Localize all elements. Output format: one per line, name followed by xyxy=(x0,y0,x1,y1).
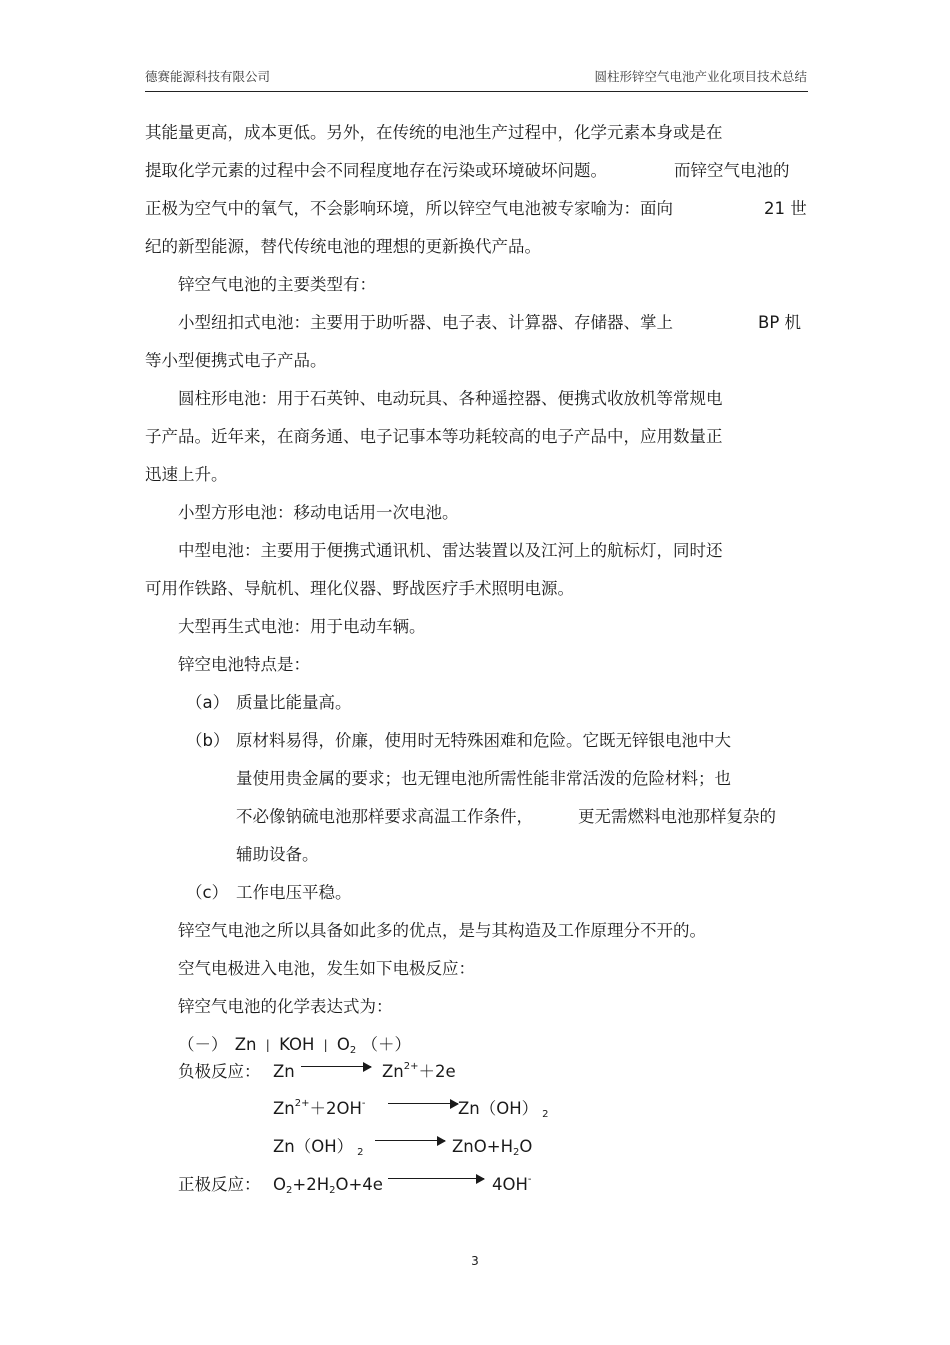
page-number: 3 xyxy=(471,1254,479,1268)
feature-b-text: 辅助设备。 xyxy=(236,845,319,864)
type-prismatic: 小型方形电池：移动电话用一次电池。 xyxy=(178,503,459,522)
chem-intro: 锌空气电池的化学表达式为： xyxy=(178,997,393,1016)
advantages-text: 锌空气电池之所以具备如此多的优点，是与其构造及工作原理分不开的。 xyxy=(178,921,706,940)
feature-a-label: （a） xyxy=(186,693,230,712)
types-intro: 锌空气电池的主要类型有： xyxy=(178,275,376,294)
reaction-arrow xyxy=(301,1062,371,1072)
para-text: 21 世 xyxy=(764,199,807,218)
feature-c-label: （c） xyxy=(186,883,229,902)
reaction-1-rhs: $Zn^{2+}+2e$ xyxy=(382,1061,456,1081)
reaction-4-lhs: $O_2+2H_2O+4e$ xyxy=(273,1175,383,1196)
para-text: 纪的新型能源，替代传统电池的理想的更新换代产品。 xyxy=(145,237,541,256)
negative-terminal: （－） xyxy=(178,1035,228,1054)
type-large: 大型再生式电池：用于电动车辆。 xyxy=(178,617,426,636)
type-button-cell: BP 机 xyxy=(758,313,802,332)
air-electrode-text: 空气电极进入电池，发生如下电极反应： xyxy=(178,959,475,978)
para-text: 而锌空气电池的 xyxy=(674,161,790,180)
reaction-2-lhs: $Zn^{2+}+2OH^-$ xyxy=(273,1098,366,1118)
cell-formula xyxy=(178,1037,411,1054)
reaction-arrow xyxy=(388,1174,484,1184)
formula-zn: Zn xyxy=(234,1035,257,1054)
reaction-4-rhs: 4OH- xyxy=(492,1174,532,1194)
feature-b-text: 更无需燃料电池那样复杂的 xyxy=(578,807,776,826)
feature-b-label: （b） xyxy=(186,731,230,750)
feature-c-text: 工作电压平稳。 xyxy=(236,883,352,902)
reaction-2-rhs: Zn（OH） $_2$ xyxy=(458,1099,549,1120)
type-cylindrical: 子产品。近年来，在商务通、电子记事本等功耗较高的电子产品中，应用数量正 xyxy=(145,427,723,446)
type-cylindrical: 圆柱形电池：用于石英钟、电动玩具、各种遥控器、便携式收放机等常规电 xyxy=(178,389,723,408)
type-cylindrical: 迅速上升。 xyxy=(145,465,228,484)
positive-reaction-label: 正极反应： xyxy=(178,1175,261,1194)
formula-koh: KOH xyxy=(279,1035,315,1054)
feature-b-text: 不必像钠硫电池那样要求高温工作条件， xyxy=(236,807,533,826)
positive-terminal: （＋） xyxy=(361,1035,412,1054)
reaction-3-rhs: $ZnO+H_2O$ xyxy=(452,1137,533,1158)
type-medium: 中型电池：主要用于便携式通讯机、雷达装置以及江河上的航标灯，同时还 xyxy=(178,541,723,560)
formula-o2: $O_2$ xyxy=(336,1035,357,1056)
feature-b-text: 原材料易得，价廉，使用时无特殊困难和危险。它既无锌银电池中大 xyxy=(236,731,731,750)
reaction-arrow xyxy=(375,1136,445,1146)
para-text: 其能量更高，成本更低。另外，在传统的电池生产过程中，化学元素本身或是在 xyxy=(145,123,723,142)
header-doc-title: 圆柱形锌空气电池产业化项目技术总结 xyxy=(594,69,807,84)
formula-separator: | xyxy=(323,1038,328,1052)
features-intro: 锌空电池特点是： xyxy=(178,655,310,674)
feature-b-text: 量使用贵金属的要求；也无锂电池所需性能非常活泼的危险材料；也 xyxy=(236,769,731,788)
formula-separator: | xyxy=(265,1038,270,1052)
negative-reaction-label: 负极反应： xyxy=(178,1062,261,1081)
type-button-cell: 等小型便携式电子产品。 xyxy=(145,351,327,370)
type-button-cell: 小型纽扣式电池：主要用于助听器、电子表、计算器、存储器、掌上 xyxy=(178,313,673,332)
header-rule xyxy=(145,91,808,92)
reaction-1-lhs: Zn xyxy=(273,1062,295,1081)
header-company: 德赛能源科技有限公司 xyxy=(145,69,271,84)
reaction-arrow xyxy=(388,1099,458,1109)
para-text: 提取化学元素的过程中会不同程度地存在污染或环境破坏问题。 xyxy=(145,161,607,180)
para-text: 正极为空气中的氧气，不会影响环境，所以锌空气电池被专家喻为：面向 xyxy=(145,199,673,218)
reaction-3-lhs: Zn（OH） $_2$ xyxy=(273,1137,364,1158)
type-medium: 可用作铁路、导航机、理化仪器、野战医疗手术照明电源。 xyxy=(145,579,574,598)
feature-a-text: 质量比能量高。 xyxy=(236,693,352,712)
